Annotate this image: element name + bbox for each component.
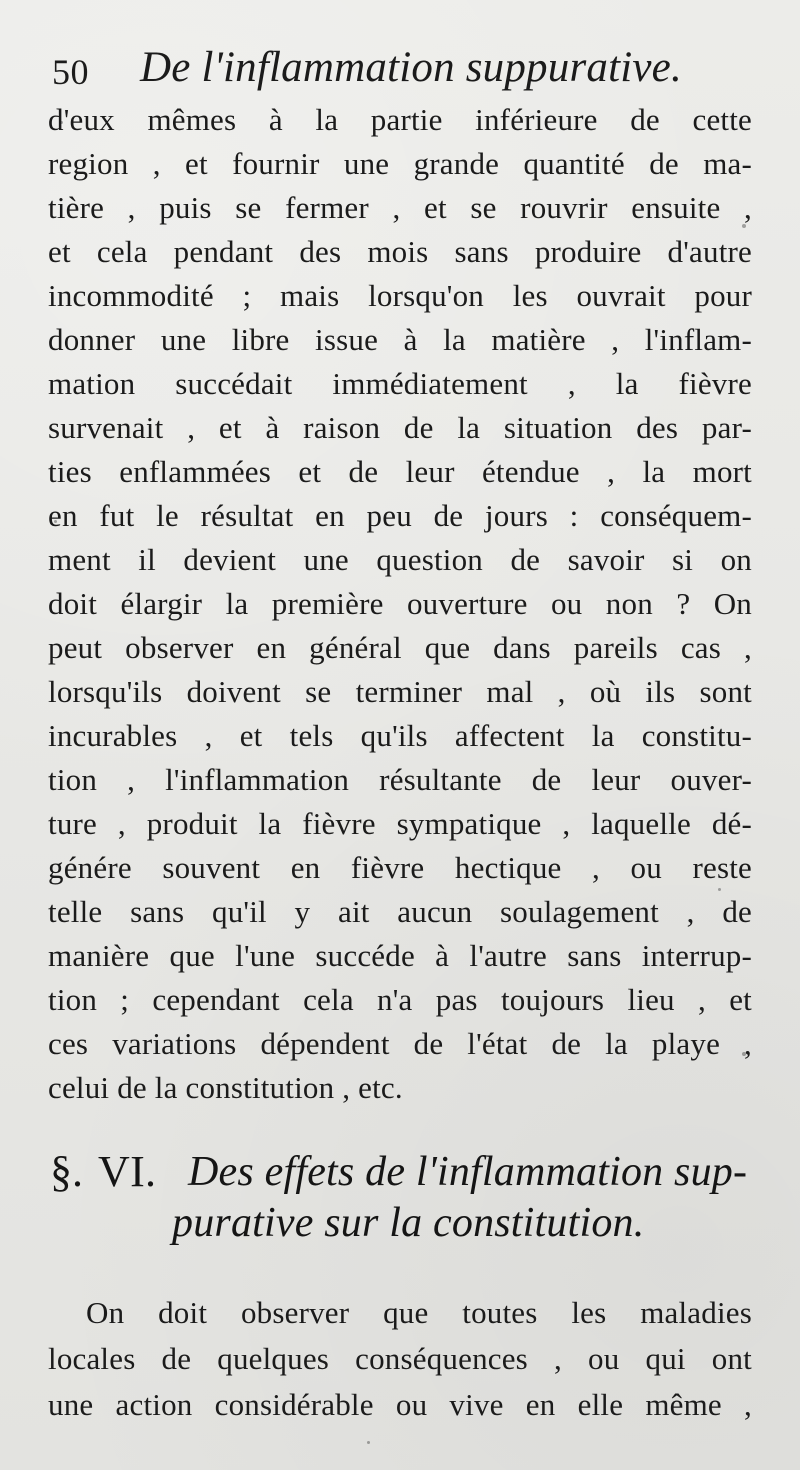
- text-line: doit élargir la première ouverture ou non ? On: [48, 586, 752, 621]
- page-header: [52, 44, 742, 98]
- text-line: en fut le résultat en peu de jours : conséquem-: [48, 498, 752, 533]
- text-line: ture , produit la fièvre sympatique , laquelle dé-: [48, 806, 752, 841]
- text-line: On doit observer que toutes les maladies: [86, 1295, 752, 1330]
- paper-speck: [742, 1052, 746, 1056]
- section-number: VI.: [98, 1147, 157, 1196]
- continuation-text: [48, 1290, 752, 1428]
- text-line: ment il devient une question de savoir si on: [48, 542, 752, 577]
- page-number: 50: [52, 52, 89, 92]
- text-line: génére souvent en fièvre hectique , ou reste: [48, 850, 752, 885]
- paper-speck: [54, 520, 57, 523]
- text-line: region , et fournir une grande quantité de ma-: [48, 146, 752, 181]
- section-mark: §.: [50, 1147, 83, 1196]
- text-line: celui de la constitution , etc.: [48, 1070, 403, 1105]
- text-line: locales de quelques conséquences , ou qui ont: [48, 1341, 752, 1376]
- text-line: lorsqu'ils doivent se terminer mal , où ils sont: [48, 674, 752, 709]
- section-heading: [50, 1147, 754, 1246]
- text-line: d'eux mêmes à la partie inférieure de cette: [48, 102, 752, 137]
- text-line: tion ; cependant cela n'a pas toujours lieu , et: [48, 982, 752, 1017]
- text-line: mation succédait immédiatement , la fièvre: [48, 366, 752, 401]
- running-title: De l'inflammation suppurative.: [140, 44, 682, 91]
- text-line: donner une libre issue à la matière , l'inflam-: [48, 322, 752, 357]
- section-heading-line-1: [50, 1147, 754, 1204]
- text-line: survenait , et à raison de la situation des par-: [48, 410, 752, 445]
- paper-speck: [60, 121, 63, 124]
- text-line: une action considérable ou vive en elle même ,: [48, 1387, 752, 1422]
- text-line: peut observer en général que dans pareils cas ,: [48, 630, 752, 665]
- text-line: incommodité ; mais lorsqu'on les ouvrait pour: [48, 278, 752, 313]
- text-line: tion , l'inflammation résultante de leur ouver-: [48, 762, 752, 797]
- paper-speck: [718, 888, 721, 891]
- paper-speck: [367, 1441, 370, 1444]
- section-title-line-2: purative sur la constitution.: [172, 1200, 645, 1246]
- text-line: et cela pendant des mois sans produire d'autre: [48, 234, 752, 269]
- text-line: telle sans qu'il y ait aucun soulagement , de: [48, 894, 752, 929]
- text-line: manière que l'une succéde à l'autre sans interrup-: [48, 938, 752, 973]
- paper-speck: [742, 224, 746, 228]
- body-text: [48, 98, 752, 1110]
- text-line: incurables , et tels qu'ils affectent la constitu-: [48, 718, 752, 753]
- text-line: ties enflammées et de leur étendue , la mort: [48, 454, 752, 489]
- text-line: ces variations dépendent de l'état de la playe ,: [48, 1026, 752, 1061]
- text-line: tière , puis se fermer , et se rouvrir ensuite ,: [48, 190, 752, 225]
- section-title-line-1: Des effets de l'inflammation sup-: [188, 1149, 748, 1195]
